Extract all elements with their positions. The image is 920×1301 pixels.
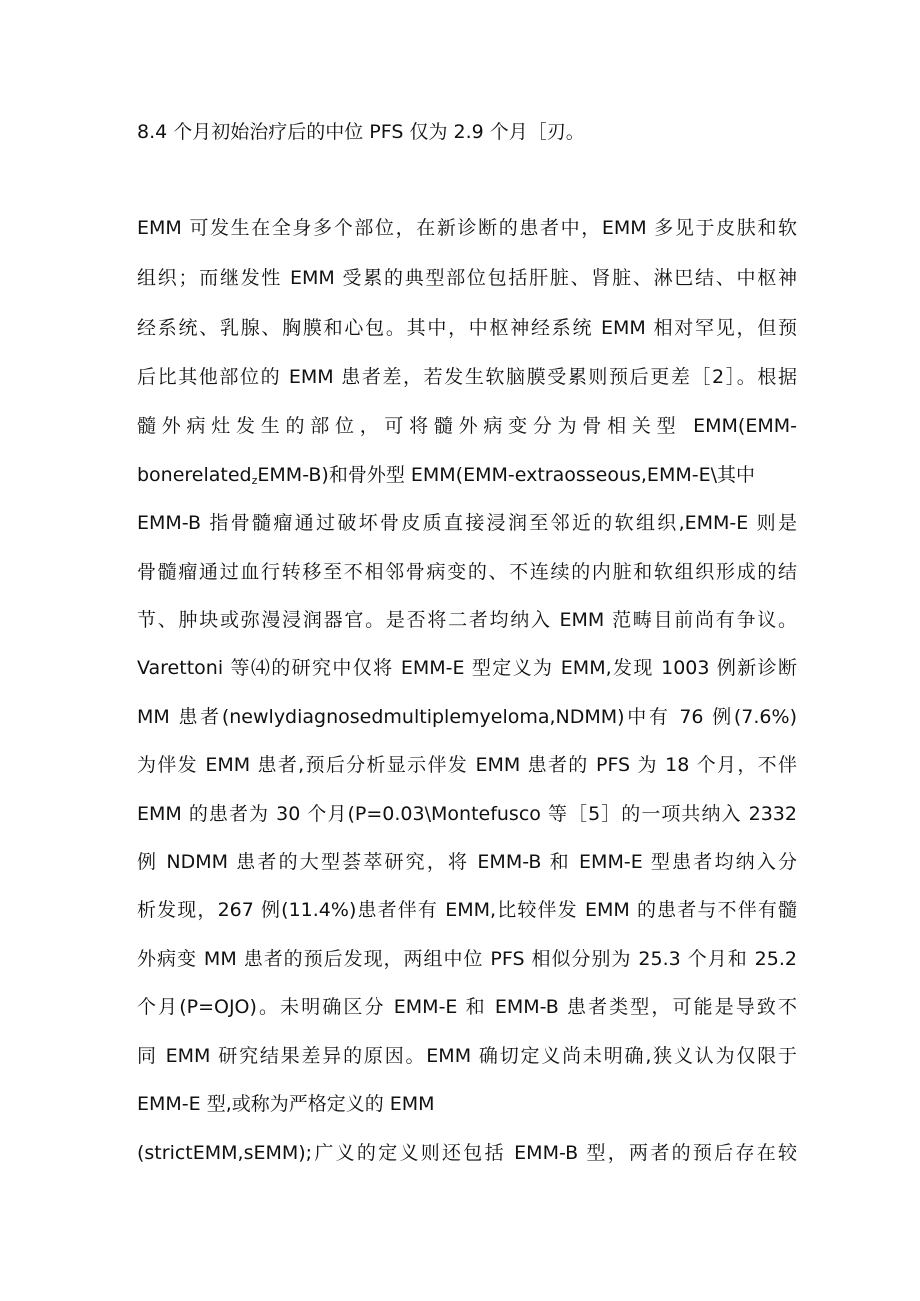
- text-line-15: 例 NDMM 患者的大型荟萃研究，将 EMM-B 和 EMM-E 型患者均纳入分: [137, 851, 797, 873]
- text-line-7: [137, 461, 797, 495]
- text-line-6: 髓外病灶发生的部位，可将髓外病变分为骨相关型 EMM(EMM-: [137, 415, 797, 437]
- text-line-12: MM 患者(newlydiagnosedmultiplemyeloma,NDMM)中有 76 例(7.6%): [137, 706, 797, 728]
- text-line-16: 析发现，267 例(11.4%)患者伴有 EMM,比较伴发 EMM 的患者与不伴有髓: [137, 899, 797, 921]
- text-line-13: 为伴发 EMM 患者,预后分析显示伴发 EMM 患者的 PFS 为 18 个月，不伴: [137, 754, 797, 776]
- text-segment-emm-b: EMM-B)和骨外型 EMM(EMM-extraosseous,EMM-E\其中: [257, 464, 755, 486]
- text-segment-bonerelated: bonerelated: [137, 464, 252, 486]
- text-line-14: EMM 的患者为 30 个月(P=0.03\Montefusco 等［5］的一项共纳入 2332: [137, 803, 797, 825]
- text-line-5: 后比其他部位的 EMM 患者差，若发生软脑膜受累则预后更差［2］。根据: [137, 366, 797, 388]
- text-line-8: EMM-B 指骨髓瘤通过破坏骨皮质直接浸润至邻近的软组织,EMM-E 则是: [137, 512, 797, 534]
- text-line-21: (strictEMM,sEMM);广义的定义则还包括 EMM-B 型，两者的预后存在较: [137, 1142, 797, 1164]
- text-line-18: 个月(P=OJO)。未明确区分 EMM-E 和 EMM-B 患者类型，可能是导致不: [137, 996, 797, 1018]
- text-line-20: EMM-E 型,或称为严格定义的 EMM: [137, 1093, 435, 1115]
- text-line-10: 节、肿块或弥漫浸润器官。是否将二者均纳入 EMM 范畴目前尚有争议。: [137, 609, 797, 631]
- text-line-19: 同 EMM 研究结果差异的原因。EMM 确切定义尚未明确,狭义认为仅限于: [137, 1045, 797, 1067]
- text-line-11: Varettoni 等⑷的研究中仅将 EMM-E 型定义为 EMM,发现 1003 例新诊断: [137, 657, 797, 679]
- subscript-mark: z: [251, 474, 258, 487]
- text-line-1: 8.4 个月初始治疗后的中位 PFS 仅为 2.9 个月［刃。: [137, 121, 585, 143]
- text-line-4: 经系统、乳腺、胸膜和心包。其中，中枢神经系统 EMM 相对罕见，但预: [137, 317, 797, 339]
- text-line-2: EMM 可发生在全身多个部位，在新诊断的患者中，EMM 多见于皮肤和软: [137, 217, 797, 239]
- text-line-9: 骨髓瘤通过血行转移至不相邻骨病变的、不连续的内脏和软组织形成的结: [137, 561, 797, 583]
- text-line-17: 外病变 MM 患者的预后发现，两组中位 PFS 相似分别为 25.3 个月和 25.2: [137, 948, 797, 970]
- text-line-3: 组织；而继发性 EMM 受累的典型部位包括肝脏、肾脏、淋巴结、中枢神: [137, 267, 797, 289]
